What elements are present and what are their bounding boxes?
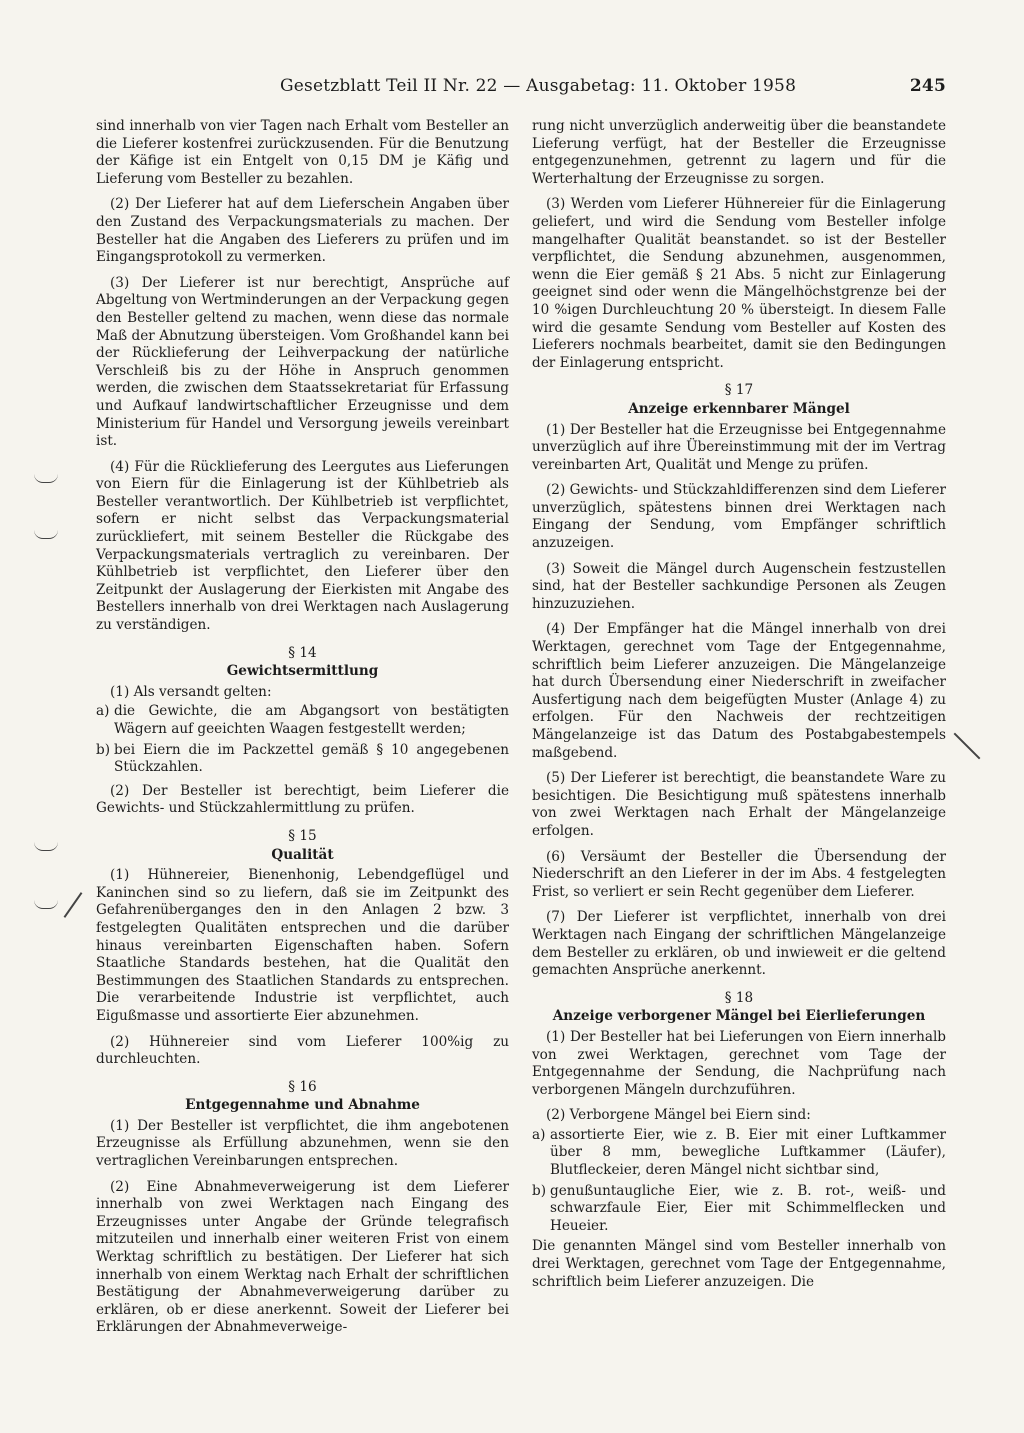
list-label: b) (96, 741, 111, 758)
paragraph: (3) Werden vom Lieferer Hühnereier für die Einlagerung geliefert, und wird die Sendung vom Besteller infolge mangelhafter Qualität beanstandet. so ist der Besteller verpflichtet, die Sendung abzunehmen, ausgenommen, wenn die Eier gemäß § 21 Abs. 5 nicht zur Einlagerung geeignet sind oder wenn die Mängelhöchstgrenze bei der 10 %igen Durchleuchtung 20 % übersteigt. In diesem Falle wird die gesamte Sendung vom Besteller auf Kosten des Lieferers nochmals bearbeitet, damit sie den Bedingungen der Einlagerung entspricht. (532, 196, 946, 371)
list-text: die Gewichte, die am Abgangsort von bestätigten Wägern auf geeichten Waagen festgestellt werden; (114, 703, 509, 737)
paragraph: (1) Der Besteller ist verpflichtet, die ihm angebotenen Erzeugnisse als Erfüllung abzunehmen, wenn sie den vertraglichen Vereinbarungen entsprechen. (96, 1117, 509, 1170)
list-text: bei Eiern die im Packzettel gemäß § 10 angegebenen Stückzahlen. (114, 741, 509, 776)
section-heading: Entgegennahme und Abnahme (185, 1097, 420, 1114)
page-number: 245 (909, 76, 946, 96)
paragraph: (2) Verborgene Mängel bei Eiern sind: (546, 1107, 811, 1124)
list-item (532, 1183, 946, 1236)
paragraph: (1) Als versandt gelten: (110, 683, 272, 700)
section-number: § 14 (288, 644, 317, 661)
list-item (96, 703, 509, 738)
paragraph: Die genannten Mängel sind vom Besteller innerhalb von drei Werktagen, gerechnet vom Tage der Entgegennahme, schriftlich beim Lieferer anzuzeigen. Die (532, 1238, 946, 1290)
list-label: b) (532, 1182, 547, 1199)
paragraph: rung nicht unverzüglich anderweitig über die beanstandete Lieferung verfügt, hat der Besteller die Erzeugnisse entgegenzunehmen, getrennt zu lagern und für die Werterhaltung der Erzeugnisse zu sorgen. (532, 118, 946, 187)
list-text: assortierte Eier, wie z. B. Eier mit einer Luftkammer über 8 mm, bewegliche Luftkammer (Läufer), Blutfleckeier, deren Mängel nicht sichtbar sind, (550, 1126, 946, 1179)
paragraph: (1) Der Besteller hat die Erzeugnisse bei Entgegennahme unverzüglich auf ihre Übereinstimmung mit der im Vertrag vereinbarten Art, Qualität und Menge zu prüfen. (532, 421, 946, 473)
list-label: a) (96, 703, 110, 720)
margin-check-mark (34, 900, 58, 909)
section-heading: Qualität (271, 846, 334, 863)
list-label: a) (532, 1126, 546, 1143)
section-number: § 18 (724, 989, 754, 1006)
section-heading: Anzeige erkennbarer Mängel (628, 400, 850, 417)
section-number: § 16 (288, 1078, 317, 1095)
paragraph: (4) Der Empfänger hat die Mängel innerhalb von drei Werktagen, gerechnet vom Tage der Entgegennahme, schriftlich beim Lieferer anzuzeigen. Die Mängelanzeige hat durch Übersendung einer Niederschrift in zweifacher Ausfertigung nach dem beigefügten Muster (Anlage 4) zu erfolgen. Für den Nachweis der rechtzeitigen Mängelanzeige ist das Datum des Postabgabestempels maßgebend. (532, 621, 946, 761)
paragraph: (7) Der Lieferer ist verpflichtet, innerhalb von drei Werktagen nach Eingang der schriftlichen Mängelanzeige dem Besteller zu erklären, ob und inwieweit er die geltend gemachten Ansprüche anerkennt. (532, 909, 946, 979)
right-column (532, 118, 946, 1299)
section-number: § 17 (724, 382, 754, 399)
margin-check-mark (34, 530, 58, 539)
header-title: Gesetzblatt Teil II Nr. 22 — Ausgabetag: 11. Oktober 1958 (280, 76, 797, 96)
paragraph: sind innerhalb von vier Tagen nach Erhalt vom Besteller an die Lieferer kostenfrei zurückzusenden. Für die Benutzung der Käfige ist ein Entgelt von 0,15 DM je Käfig und Lieferung vom Besteller zu bezahlen. (96, 118, 509, 187)
page-header (96, 76, 946, 102)
margin-check-mark (34, 474, 58, 483)
paragraph: (2) Eine Abnahmeverweigerung ist dem Lieferer innerhalb von zwei Werktagen nach Eingang des Erzeugnisses unter Angabe der Gründe telegrafisch mitzuteilen und innerhalb einer weiteren Frist von einem Werktag schriftlich zu bestätigen. Der Lieferer hat sich innerhalb von einem Werktag nach Erhalt der schriftlichen Bestätigung der Abnahmeverweigerung darüber zu erklären, ob er diese anerkennt. Soweit der Lieferer bei Erklärungen der Abnahmeverweige- (96, 1178, 509, 1336)
list-text: genußuntaugliche Eier, wie z. B. rot-, weiß- und schwarzfaule Eier, Eier mit Schimmelflecken und Heueier. (550, 1182, 946, 1234)
paragraph: (2) Der Besteller ist berechtigt, beim Lieferer die Gewichts- und Stückzahlermittlung zu prüfen. (96, 782, 509, 817)
paragraph: (5) Der Lieferer ist berechtigt, die beanstandete Ware zu besichtigen. Die Besichtigung muß spätestens innerhalb von zwei Werktagen nach Erhalt der Mängelanzeige erfolgen. (532, 770, 946, 839)
list-item (96, 742, 509, 777)
margin-slash-mark (954, 733, 981, 760)
section-heading: Anzeige verborgener Mängel bei Eierlieferungen (552, 1008, 926, 1025)
margin-slash-mark (64, 892, 83, 918)
list-item (532, 1127, 946, 1180)
paragraph: (2) Der Lieferer hat auf dem Lieferschein Angaben über den Zustand des Verpackungsmaterials zu machen. Der Besteller hat die Angaben des Lieferers zu prüfen und im Eingangsprotokoll zu vermerken. (96, 196, 509, 266)
paragraph: (2) Gewichts- und Stückzahldifferenzen sind dem Lieferer unverzüglich, spätestens binnen drei Werktagen nach Eingang der Sendung, vom Empfänger schriftlich anzuzeigen. (532, 482, 946, 552)
margin-check-mark (34, 842, 58, 851)
paragraph: (4) Für die Rücklieferung des Leergutes aus Lieferungen von Eiern für die Einlagerung ist der Kühlbetrieb als Besteller verantwortlich. Der Kühlbetrieb ist verpflichtet, sofern er nicht selbst das Verpackungsmaterial zurückliefert, mit seinem Besteller die Rückgabe des Verpackungsmaterials vertraglich zu vereinbaren. Der Kühlbetrieb ist verpflichtet, den Lieferer über den Zeitpunkt der Auslagerung der Eierkisten mit Angabe des Bestellers innerhalb von drei Werktagen nach Auslagerung zu verständigen. (96, 458, 509, 634)
paragraph: (3) Soweit die Mängel durch Augenschein festzustellen sind, hat der Besteller sachkundige Personen als Zeugen hinzuzuziehen. (532, 560, 946, 612)
paragraph: (6) Versäumt der Besteller die Übersendung der Niederschrift an den Lieferer in der im Abs. 4 festgelegten Frist, so verliert er sein Recht gegenüber dem Lieferer. (532, 848, 946, 900)
paragraph: (2) Hühnereier sind vom Lieferer 100%ig zu durchleuchten. (96, 1033, 509, 1068)
paragraph: (1) Der Besteller hat bei Lieferungen von Eiern innerhalb von zwei Werktagen, gerechnet vom Tage der Entgegennahme der Sendung, die Nachprüfung nach verborgenen Mängeln durchzuführen. (532, 1028, 946, 1098)
paragraph: (3) Der Lieferer ist nur berechtigt, Ansprüche auf Abgeltung von Wertminderungen an der Verpackung gegen den Besteller geltend zu machen, wenn diese das normale Maß der Abnutzung übersteigen. Vom Großhandel kann bei der Rücklieferung der Leihverpackung der natürliche Verschleiß bis zu der Höhe in Anspruch genommen werden, die zwischen dem Staatssekretariat für Erfassung und Aufkauf landwirtschaftlicher Erzeugnisse und dem Ministerium für Handel und Versorgung jeweils vereinbart ist. (96, 274, 509, 450)
left-column (96, 118, 509, 1345)
paragraph: (1) Hühnereier, Bienenhonig, Lebendgeflügel und Kaninchen sind so zu liefern, daß sie im Zeitpunkt des Gefahrenüberganges den in den Anlagen 2 bzw. 3 festgelegten Qualitäten entsprechen und die darüber hinaus vereinbarten Eigenschaften haben. Sofern Staatliche Standards bestehen, hat die Qualität den Bestimmungen des Staatlichen Standards zu entsprechen. Die verarbeitende Industrie ist verpflichtet, auch Eigußmasse und assortierte Eier abzunehmen. (96, 867, 509, 1024)
section-heading: Gewichtsermittlung (226, 663, 379, 680)
section-number: § 15 (288, 827, 317, 844)
